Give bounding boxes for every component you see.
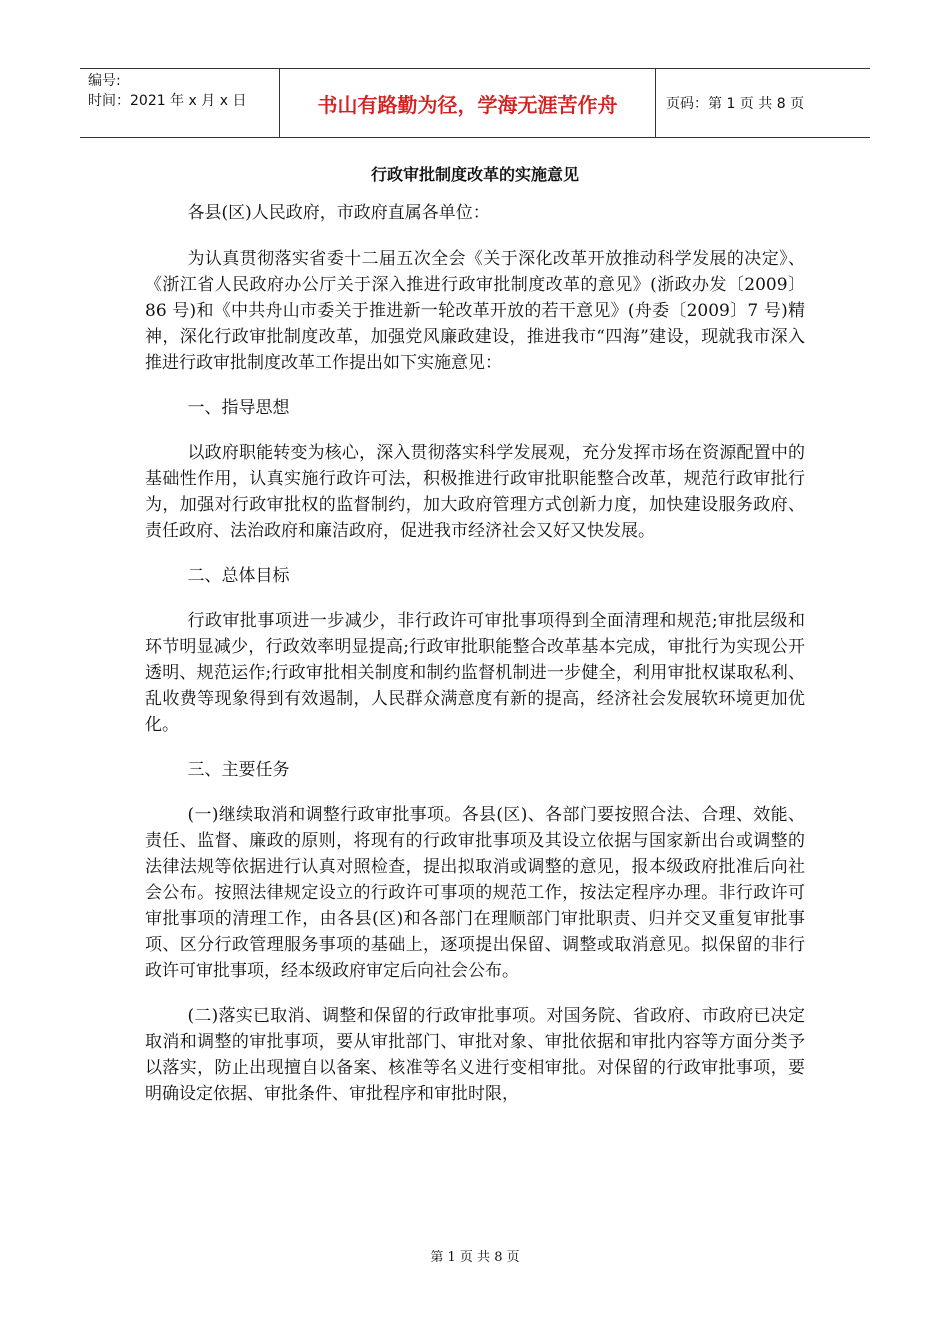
salutation: 各县(区)人民政府，市政府直属各单位： (187, 203, 490, 223)
number-label: 编号: (88, 73, 121, 89)
section-3-heading: 三、主要任务 (187, 760, 290, 780)
section-3-item-2: (二)落实已取消、调整和保留的行政审批事项。对国务院、省政府、市政府已决定取消和调整的审批事项，要从审批部门、审批对象、审批依据和审批内容等方面分类予以落实，防止出现擅自以备案、核准等名义进行变相审批。对保留的行政审批事项，要明确设定依据、审批条件、审批程序和审批时限， (145, 1006, 805, 1104)
time-label: 时间：2021 年 x 月 x 日 (88, 93, 247, 109)
document-body (145, 200, 805, 1107)
header-meta (80, 69, 280, 137)
section-2-body: 行政审批事项进一步减少，非行政许可审批事项得到全面清理和规范;审批层级和环节明显减少，行政效率明显提高;行政审批职能整合改革基本完成，审批行为实现公开透明、规范运作;行政审批相关制度和制约监督机制进一步健全，利用审批权谋取私利、乱收费等现象得到有效遏制，人民群众满意度有新的提高，经济社会发展软环境更加优化。 (145, 611, 805, 735)
section-1-body: 以政府职能转变为核心，深入贯彻落实科学发展观，充分发挥市场在资源配置中的基础性作用，认真实施行政许可法，积极推进行政审批职能整合改革，规范行政审批行为，加强对行政审批权的监督制约，加大政府管理方式创新力度，加快建设服务政府、责任政府、法治政府和廉洁政府，促进我市经济社会又好又快发展。 (145, 443, 805, 541)
section-2-heading: 二、总体目标 (187, 566, 290, 586)
section-1-heading: 一、指导思想 (187, 398, 290, 418)
header-motto: 书山有路勤为径，学海无涯苦作舟 (280, 69, 656, 137)
document-title: 行政审批制度改革的实施意见 (370, 165, 579, 184)
document-header (80, 68, 870, 138)
header-page-info: 页码：第 1 页 共 8 页 (666, 96, 805, 112)
intro-paragraph: 为认真贯彻落实省委十二届五次全会《关于深化改革开放推动科学发展的决定》、《浙江省人民政府办公厅关于深入推进行政审批制度改革的意见》(浙政办发〔2009〕86 号)和《中共舟山市委关于推进新一轮改革开放的若干意见》(舟委〔2009〕7 号)精神，深化行政审批制度改革，加强党风廉政建设，推进我市“四海”建设，现就我市深入推进行政审批制度改革工作提出如下实施意见： (145, 249, 805, 373)
page-footer: 第 1 页 共 8 页 (430, 1250, 520, 1265)
section-3-item-1: (一)继续取消和调整行政审批事项。各县(区)、各部门要按照合法、合理、效能、责任、监督、廉政的原则，将现有的行政审批事项及其设立依据与国家新出台或调整的法律法规等依据进行认真对照检查，提出拟取消或调整的意见，报本级政府批准后向社会公布。按照法律规定设立的行政许可事项的规范工作，按法定程序办理。非行政许可审批事项的清理工作，由各县(区)和各部门在理顺部门审批职责、归并交叉重复审批事项、区分行政管理服务事项的基础上，逐项提出保留、调整或取消意见。拟保留的非行政许可审批事项，经本级政府审定后向社会公布。 (145, 805, 805, 981)
